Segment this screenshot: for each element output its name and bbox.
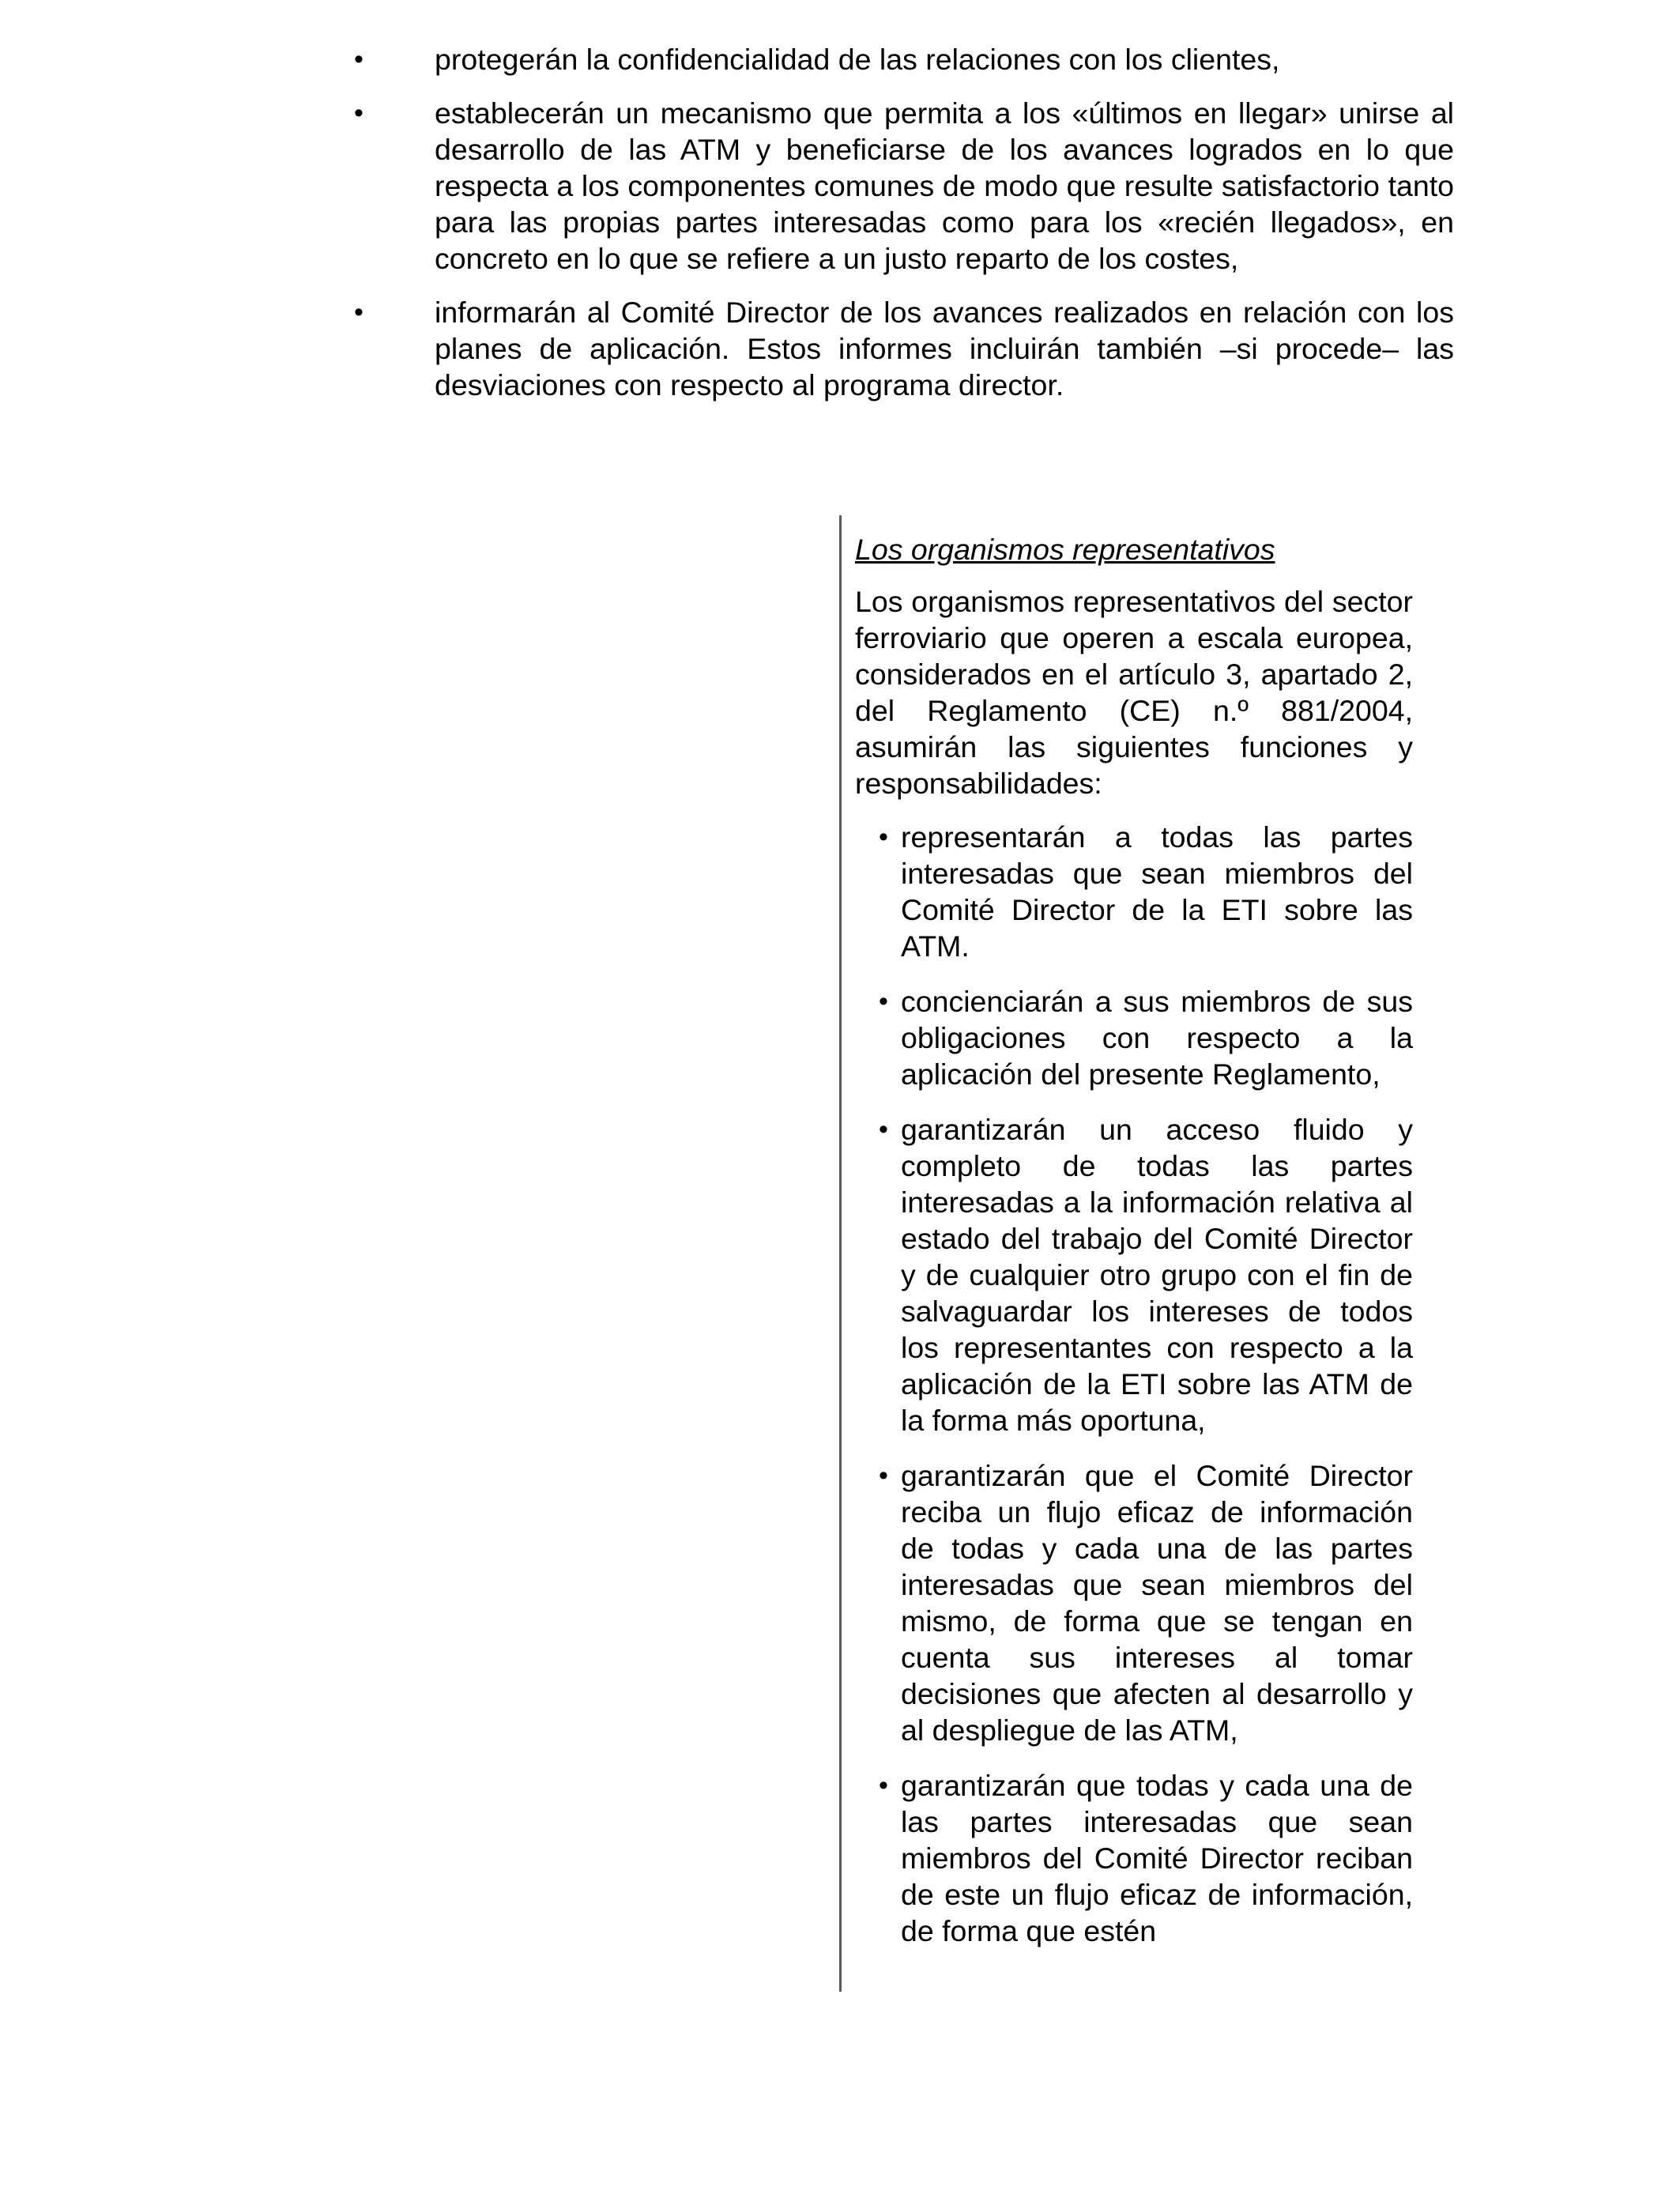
section-heading: Los organismos representativos <box>855 533 1275 566</box>
list-item: • concienciarán a sus miembros de sus obligaciones con respecto a la aplicación del presente Reglamento, <box>855 983 1413 1092</box>
list-item: • garantizarán un acceso fluido y completo de todas las partes interesadas a la información relativa al estado del trabajo del Comité Director y de cualquier otro grupo con el fin de salvaguardar los intereses de todos los representantes con respecto a la aplicación de la ETI sobre las ATM de la forma más oportuna, <box>855 1111 1413 1438</box>
margin-divider-line <box>839 515 842 1992</box>
list-item: • garantizarán que todas y cada una de las partes interesadas que sean miembros del Comité Director reciban de este un flujo eficaz de información, de forma que estén <box>855 1767 1413 1949</box>
side-bullet-list <box>855 819 1413 1949</box>
list-item: • representarán a todas las partes interesadas que sean miembros del Comité Director de la ETI sobre las ATM. <box>855 819 1413 964</box>
side-section <box>855 531 1413 1968</box>
section-intro: Los organismos representativos del sector ferroviario que operen a escala europea, considerados en el artículo 3, apartado 2, del Reglamento (CE) n.º 881/2004, asumirán las siguientes funciones y responsabilidades: <box>855 585 1413 800</box>
top-bullet-list <box>348 41 1454 420</box>
list-item: • garantizarán que el Comité Director reciba un flujo eficaz de información de todas y cada una de las partes interesadas que sean miembros del mismo, de forma que se tengan en cuenta sus intereses al tomar decisiones que afecten al desarrollo y al despliegue de las ATM, <box>855 1457 1413 1748</box>
list-item: • establecerán un mecanismo que permita a los «últimos en llegar» unirse al desarrollo de las ATM y beneficiarse de los avances logrados en lo que respecta a los componentes comunes de modo que resulte satisfactorio tanto para las propias partes interesadas como para los «recién llegados», en concreto en lo que se refiere a un justo reparto de los costes, <box>348 95 1454 277</box>
list-item: • informarán al Comité Director de los avances realizados en relación con los planes de aplicación. Estos informes incluirán también –si procede– las desviaciones con respecto al programa director. <box>348 294 1454 403</box>
list-item: • protegerán la confidencialidad de las relaciones con los clientes, <box>348 41 1454 77</box>
